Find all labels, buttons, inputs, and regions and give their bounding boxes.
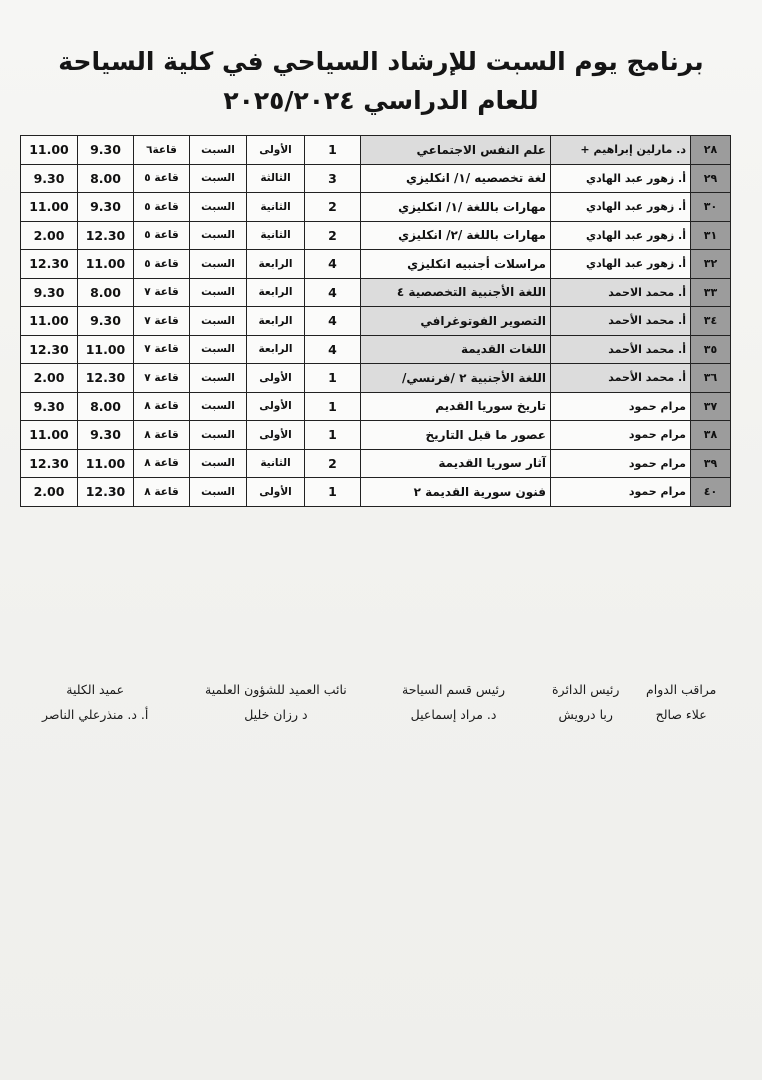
teacher-cell: مرام حمود	[551, 478, 691, 507]
hall-cell: قاعة ٨	[134, 449, 190, 478]
end-time-cell: 11.00	[21, 307, 78, 336]
day-cell: السبت	[190, 364, 247, 393]
subject-cell: مهارات باللغة /١/ انكليزي	[361, 193, 551, 222]
start-time-cell: 9.30	[78, 136, 134, 165]
units-cell: 1	[305, 392, 361, 421]
row-number-cell: ٣٨	[691, 421, 731, 450]
hall-cell: قاعة ٥	[134, 164, 190, 193]
start-time-cell: 9.30	[78, 193, 134, 222]
end-time-cell: 2.00	[21, 221, 78, 250]
hall-cell: قاعة ٥	[134, 250, 190, 279]
year-cell: الأولى	[247, 364, 305, 393]
start-time-cell: 11.00	[78, 250, 134, 279]
units-cell: 2	[305, 449, 361, 478]
start-time-cell: 12.30	[78, 221, 134, 250]
row-number-cell: ٣٠	[691, 193, 731, 222]
row-number-cell: ٢٩	[691, 164, 731, 193]
table-row	[21, 164, 731, 193]
end-time-cell: 2.00	[21, 478, 78, 507]
table-row	[21, 307, 731, 336]
signature-department-head	[552, 682, 619, 722]
table-row	[21, 221, 731, 250]
units-cell: 3	[305, 164, 361, 193]
year-cell: الثانية	[247, 221, 305, 250]
subject-cell: اللغات القديمة	[361, 335, 551, 364]
end-time-cell: 9.30	[21, 392, 78, 421]
signature-role: عميد الكلية	[66, 682, 125, 697]
signature-dean	[42, 682, 148, 722]
day-cell: السبت	[190, 307, 247, 336]
table-row	[21, 335, 731, 364]
year-cell: الثانية	[247, 193, 305, 222]
table-row	[21, 250, 731, 279]
teacher-cell: أ. زهور عبد الهادي	[551, 250, 691, 279]
signature-name: أ. د. منذرعلي الناصر	[42, 707, 149, 722]
units-cell: 4	[305, 335, 361, 364]
row-number-cell: ٣٢	[691, 250, 731, 279]
subject-cell: آثار سوريا القديمة	[361, 449, 551, 478]
end-time-cell: 11.00	[21, 136, 78, 165]
signature-tourism-section-head	[402, 682, 505, 722]
schedule-body	[21, 136, 731, 507]
end-time-cell: 12.30	[21, 449, 78, 478]
day-cell: السبت	[190, 193, 247, 222]
teacher-cell: أ. محمد الأحمد	[551, 364, 691, 393]
units-cell: 1	[305, 136, 361, 165]
day-cell: السبت	[190, 449, 247, 478]
year-cell: الثالثة	[247, 164, 305, 193]
start-time-cell: 11.00	[78, 449, 134, 478]
teacher-cell: مرام حمود	[551, 449, 691, 478]
signature-name: د. مراد إسماعيل	[410, 707, 497, 722]
start-time-cell: 12.30	[78, 478, 134, 507]
table-row	[21, 136, 731, 165]
subject-cell: تاريخ سوريا القديم	[361, 392, 551, 421]
hall-cell: قاعة ٥	[134, 193, 190, 222]
year-cell: الأولى	[247, 478, 305, 507]
signature-name: ربا درويش	[558, 707, 613, 722]
units-cell: 2	[305, 221, 361, 250]
subject-cell: التصوير الفوتوغرافي	[361, 307, 551, 336]
start-time-cell: 8.00	[78, 392, 134, 421]
end-time-cell: 12.30	[21, 250, 78, 279]
subject-cell: فنون سورية القديمة ٢	[361, 478, 551, 507]
subject-cell: لغة تخصصيه /١/ انكليزي	[361, 164, 551, 193]
row-number-cell: ٣٩	[691, 449, 731, 478]
hall-cell: قاعة ٨	[134, 421, 190, 450]
hall-cell: قاعة ٧	[134, 335, 190, 364]
units-cell: 1	[305, 478, 361, 507]
year-cell: الرابعة	[247, 250, 305, 279]
hall-cell: قاعة ٧	[134, 307, 190, 336]
subject-cell: مراسلات أجنبيه انكليزي	[361, 250, 551, 279]
year-cell: الأولى	[247, 136, 305, 165]
units-cell: 4	[305, 278, 361, 307]
start-time-cell: 12.30	[78, 364, 134, 393]
start-time-cell: 11.00	[78, 335, 134, 364]
day-cell: السبت	[190, 164, 247, 193]
teacher-cell: د. مارلين إبراهيم +	[551, 136, 691, 165]
hall-cell: قاعة ٧	[134, 278, 190, 307]
table-row	[21, 364, 731, 393]
signature-role: رئيس الدائرة	[552, 682, 620, 697]
teacher-cell: أ. محمد الأحمد	[551, 335, 691, 364]
units-cell: 4	[305, 307, 361, 336]
table-row	[21, 278, 731, 307]
row-number-cell: ٣١	[691, 221, 731, 250]
row-number-cell: ٣٣	[691, 278, 731, 307]
table-row	[21, 193, 731, 222]
subject-cell: علم النفس الاجتماعي	[361, 136, 551, 165]
year-cell: الرابعة	[247, 278, 305, 307]
teacher-cell: أ. زهور عبد الهادي	[551, 164, 691, 193]
signature-role: مراقب الدوام	[646, 682, 717, 697]
start-time-cell: 8.00	[78, 164, 134, 193]
signature-role: رئيس قسم السياحة	[402, 682, 506, 697]
row-number-cell: ٣٦	[691, 364, 731, 393]
subject-cell: مهارات باللغة /٢/ انكليزي	[361, 221, 551, 250]
document-title: برنامج يوم السبت للإرشاد السياحي في كلية السياحة	[58, 47, 704, 76]
subject-cell: اللغة الأجنبية التخصصية ٤	[361, 278, 551, 307]
units-cell: 2	[305, 193, 361, 222]
day-cell: السبت	[190, 250, 247, 279]
subject-cell: اللغة الأجنبية ٢ /فرنسي/	[361, 364, 551, 393]
start-time-cell: 9.30	[78, 421, 134, 450]
signature-role: نائب العميد للشؤون العلمية	[205, 682, 347, 697]
start-time-cell: 9.30	[78, 307, 134, 336]
hall-cell: قاعة ٨	[134, 392, 190, 421]
schedule-table	[20, 135, 731, 507]
day-cell: السبت	[190, 392, 247, 421]
table-row	[21, 421, 731, 450]
start-time-cell: 8.00	[78, 278, 134, 307]
hall-cell: قاعة ٧	[134, 364, 190, 393]
end-time-cell: 11.00	[21, 421, 78, 450]
row-number-cell: ٣٧	[691, 392, 731, 421]
end-time-cell: 12.30	[21, 335, 78, 364]
row-number-cell: ٣٥	[691, 335, 731, 364]
signature-vice-dean	[205, 682, 347, 722]
table-row	[21, 392, 731, 421]
units-cell: 4	[305, 250, 361, 279]
row-number-cell: ٤٠	[691, 478, 731, 507]
teacher-cell: أ. زهور عبد الهادي	[551, 221, 691, 250]
teacher-cell: مرام حمود	[551, 421, 691, 450]
units-cell: 1	[305, 364, 361, 393]
year-cell: الثانية	[247, 449, 305, 478]
hall-cell: قاعة ٨	[134, 478, 190, 507]
hall-cell: قاعة٦	[134, 136, 190, 165]
end-time-cell: 11.00	[21, 193, 78, 222]
signature-name: علاء صالح	[655, 707, 707, 722]
day-cell: السبت	[190, 221, 247, 250]
year-cell: الأولى	[247, 421, 305, 450]
teacher-cell: أ. زهور عبد الهادي	[551, 193, 691, 222]
end-time-cell: 2.00	[21, 364, 78, 393]
units-cell: 1	[305, 421, 361, 450]
academic-year-title: للعام الدراسي ٢٠٢٥/٢٠٢٤	[223, 86, 539, 115]
year-cell: الرابعة	[247, 335, 305, 364]
teacher-cell: أ. محمد الاحمد	[551, 278, 691, 307]
row-number-cell: ٣٤	[691, 307, 731, 336]
hall-cell: قاعة ٥	[134, 221, 190, 250]
row-number-cell: ٢٨	[691, 136, 731, 165]
day-cell: السبت	[190, 335, 247, 364]
day-cell: السبت	[190, 136, 247, 165]
end-time-cell: 9.30	[21, 164, 78, 193]
end-time-cell: 9.30	[21, 278, 78, 307]
signature-shift-supervisor	[646, 682, 716, 722]
day-cell: السبت	[190, 421, 247, 450]
subject-cell: عصور ما قبل التاريخ	[361, 421, 551, 450]
table-row	[21, 449, 731, 478]
teacher-cell: أ. محمد الأحمد	[551, 307, 691, 336]
year-cell: الأولى	[247, 392, 305, 421]
day-cell: السبت	[190, 478, 247, 507]
day-cell: السبت	[190, 278, 247, 307]
table-row	[21, 478, 731, 507]
signature-name: د رزان خليل	[244, 707, 308, 722]
teacher-cell: مرام حمود	[551, 392, 691, 421]
year-cell: الرابعة	[247, 307, 305, 336]
